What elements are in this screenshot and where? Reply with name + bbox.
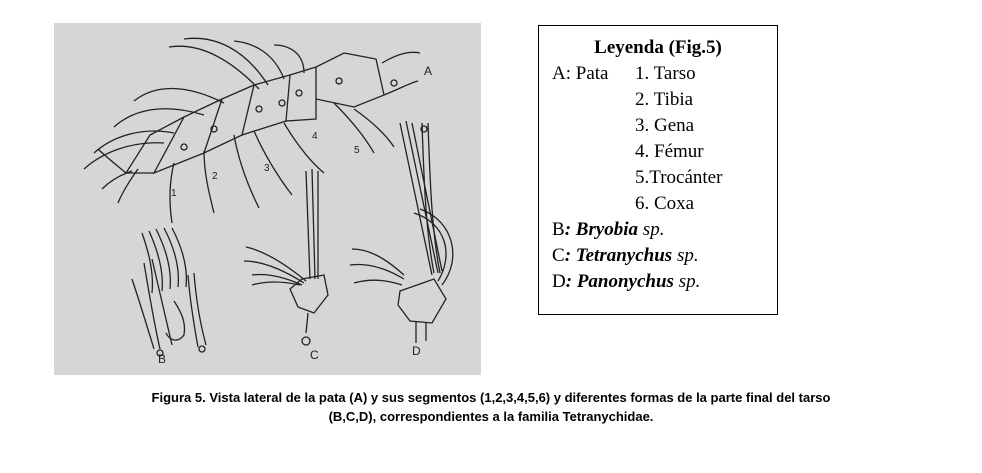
legend-species-c <box>552 245 699 267</box>
label-d: D <box>412 344 421 358</box>
species-d-epithet: sp. <box>673 271 701 292</box>
label-2: 2 <box>212 171 218 182</box>
legend-title: Leyenda (Fig.5) <box>594 37 722 58</box>
tarsus-b-drawing <box>132 228 206 356</box>
species-c-letter: C <box>552 245 565 266</box>
species-b-sep: : <box>564 219 576 240</box>
label-4: 4 <box>312 131 318 142</box>
legend-segment-6: 6. Coxa <box>635 193 695 214</box>
legend-segment-5: 5.Trocánter <box>635 167 723 188</box>
caption-prefix: Figura 5 <box>151 390 203 405</box>
species-c-epithet: sp. <box>672 245 699 266</box>
species-c-genus: Tetranychus <box>575 245 673 266</box>
caption-line-2: (B,C,D), correspondientes a la familia Tetranychidae. <box>328 409 654 424</box>
legend-segment-3: 3. Gena <box>635 115 695 136</box>
label-5: 5 <box>354 145 360 156</box>
legend-species-d <box>552 271 700 293</box>
tarsus-d-drawing <box>350 121 453 343</box>
label-b: B <box>158 352 167 366</box>
label-3: 3 <box>264 163 270 174</box>
label-c: C <box>310 348 319 362</box>
label-1: 1 <box>171 188 177 199</box>
legend-segment-2: 2. Tibia <box>635 89 694 110</box>
label-a: A <box>424 64 433 78</box>
caption-line-1 <box>0 388 982 407</box>
species-c-sep: : <box>564 245 576 266</box>
figure-caption <box>0 388 982 426</box>
legend-pata-label: A: Pata <box>552 63 609 84</box>
legend-box <box>538 25 778 315</box>
leg-drawing <box>54 23 481 375</box>
species-d-genus: Panonychus <box>576 271 674 292</box>
legend-segment-4: 4. Fémur <box>635 141 704 162</box>
species-b-letter: B <box>552 219 565 240</box>
caption-text-1: . Vista lateral de la pata (A) y sus segmentos (1,2,3,4,5,6) y diferentes formas de la parte final del tarso <box>202 390 831 405</box>
species-b-epithet: sp. <box>638 219 665 240</box>
legend-segment-1: 1. Tarso <box>635 63 696 84</box>
tarsus-c-drawing <box>244 169 328 345</box>
leg-a-drawing <box>84 38 420 223</box>
species-d-letter: D <box>552 271 566 292</box>
species-b-genus: Bryobia <box>575 219 639 240</box>
species-d-sep: : <box>565 271 577 292</box>
figure-illustration <box>54 23 481 375</box>
legend-species-b <box>552 219 664 241</box>
